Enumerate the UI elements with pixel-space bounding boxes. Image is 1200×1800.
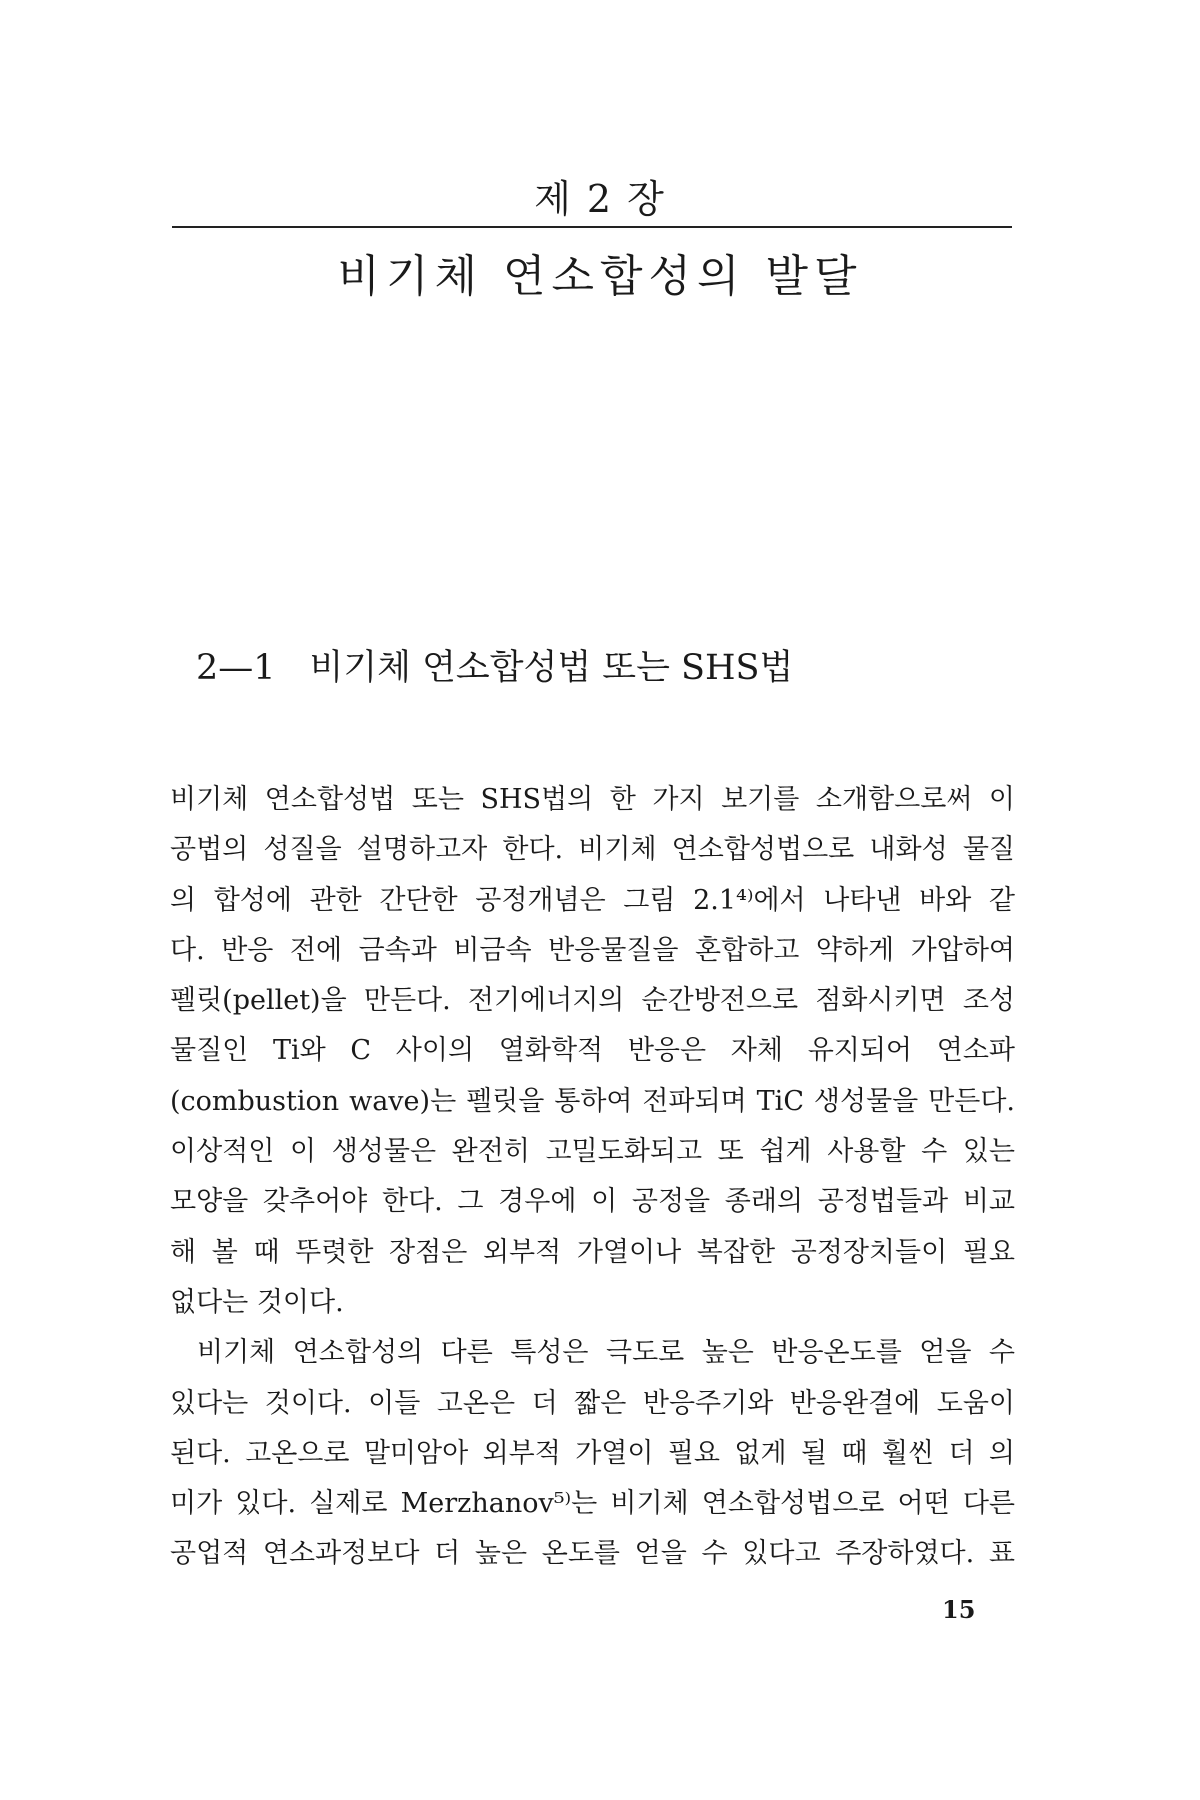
chapter-rule — [172, 226, 1012, 228]
paragraph-2-line-5: 공업적 연소과정보다 더 높은 온도를 얻을 수 있다고 주장하였다. 표 — [170, 1538, 1015, 1570]
paragraph-1-line-3: 의 합성에 관한 간단한 공정개념은 그림 2.1⁴⁾에서 나타낸 바와 같 — [170, 884, 1015, 916]
paragraph-1-line-2: 공법의 성질을 설명하고자 한다. 비기체 연소합성법으로 내화성 물질 — [170, 834, 1015, 866]
chapter-title: 비기체 연소합성의 발달 — [337, 251, 863, 302]
paragraph-1-line-8: 이상적인 이 생성물은 완전히 고밀도화되고 또 쉽게 사용할 수 있는 — [170, 1136, 1015, 1168]
section-title: 비기체 연소합성법 또는 SHS법 — [309, 648, 794, 688]
page-number: 15 — [942, 1595, 976, 1624]
paragraph-2-line-4: 미가 있다. 실제로 Merzhanov⁵⁾는 비기체 연소합성법으로 어떤 다른 — [170, 1488, 1015, 1520]
paragraph-1-line-5: 펠릿(pellet)을 만든다. 전기에너지의 순간방전으로 점화시키면 조성 — [170, 985, 1015, 1017]
paragraph-1-line-7: (combustion wave)는 펠릿을 통하여 전파되며 TiC 생성물을 만든다. — [170, 1085, 1015, 1117]
paragraph-2-line-3: 된다. 고온으로 말미암아 외부적 가열이 필요 없게 될 때 훨씬 더 의 — [170, 1437, 1015, 1469]
body-text — [170, 775, 1015, 1580]
paragraph-1-line-4: 다. 반응 전에 금속과 비금속 반응물질을 혼합하고 약하게 가압하여 — [170, 934, 1015, 966]
paragraph-2-line-2: 있다는 것이다. 이들 고온은 더 짧은 반응주기와 반응완결에 도움이 — [170, 1387, 1015, 1419]
section-number: 2—1 — [196, 648, 276, 688]
paragraph-1-line-11: 없다는 것이다. — [170, 1286, 344, 1318]
section-heading — [196, 640, 793, 690]
paragraph-1-line-9: 모양을 갖추어야 한다. 그 경우에 이 공정을 종래의 공정법들과 비교 — [170, 1186, 1015, 1218]
paragraph-1-line-10: 해 볼 때 뚜렷한 장점은 외부적 가열이나 복잡한 공정장치들이 필요 — [170, 1236, 1015, 1268]
paragraph-1-line-6: 물질인 Ti와 C 사이의 열화학적 반응은 자체 유지되어 연소파 — [170, 1035, 1015, 1067]
paragraph-2-line-1: 비기체 연소합성의 다른 특성은 극도로 높은 반응온도를 얻을 수 — [197, 1337, 1015, 1369]
paragraph-1-line-1: 비기체 연소합성법 또는 SHS법의 한 가지 보기를 소개함으로써 이 — [170, 784, 1015, 815]
chapter-label: 제 2 장 — [534, 177, 666, 221]
